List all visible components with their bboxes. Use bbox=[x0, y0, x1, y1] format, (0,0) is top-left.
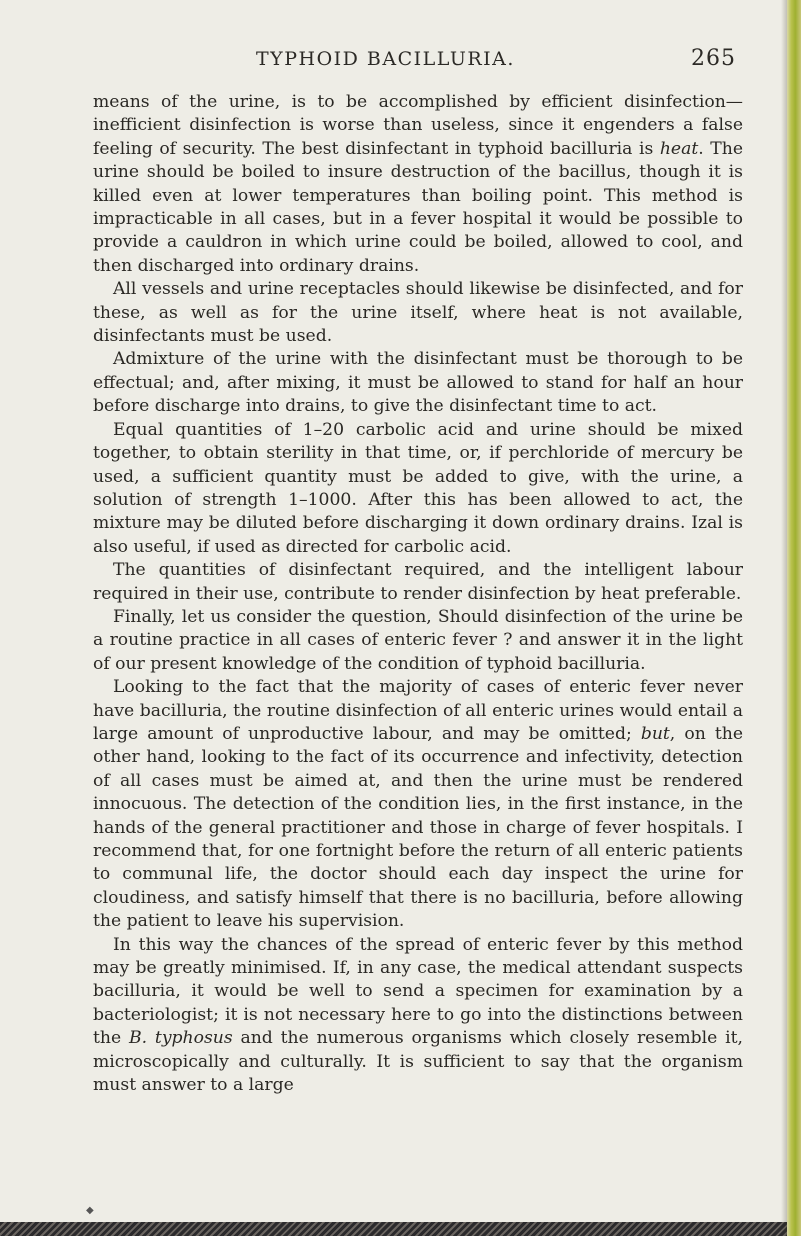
page-number: 265 bbox=[691, 46, 736, 71]
text-segment: , on the other hand, looking to the fact of its occurrence and infectivity, detection of all cases must be aimed at, and then the urine must be rendered innocuous. The detection of the condition lies, in the first instance, in the hands of the general practitioner and those in charge of fever hospitals. I recommend that, for one fortnight before the return of all enteric patients to communal life, the doctor should each day inspect the urine for cloudiness, and satisfy himself that there is no bacilluria, before allowing the patient to leave his supervision. bbox=[93, 723, 743, 932]
paragraph bbox=[93, 348, 743, 418]
text-segment: Admixture of the urine with the disinfectant must be thorough to be effectual; and, after mixing, it must be allowed to stand for half an hour before discharge into drains, to give the disinfectant time to act. bbox=[93, 349, 743, 417]
paragraph bbox=[93, 934, 743, 1098]
text-segment: Finally, let us consider the question, Should disinfection of the urine be a routine practice in all cases of enteric fever ? and answer it in the light of our present knowledge of the condition of typhoid bacilluria. bbox=[93, 606, 743, 674]
text-segment: . The urine should be boiled to insure destruction of the bacillus, though it is killed even at lower temperatures than boiling point. This method is impracticable in all cases, but in a fever hospital it would be possible to provide a cauldron in which urine could be boiled, allowed to cool, and then discharged into ordinary drains. bbox=[93, 138, 743, 276]
text-segment: All vessels and urine receptacles should likewise be disinfected, and for these, as well as for the urine itself, where heat is not available, disinfectants must be used. bbox=[93, 279, 743, 347]
body-text bbox=[93, 91, 743, 1097]
page-edge bbox=[787, 0, 801, 1236]
text-segment: Equal quantities of 1–20 carbolic acid and urine should be mixed together, to obtain sterility in that time, or, if perchloride of mercury be used, a sufficient quantity must be added to give, with the urine, a solution of strength 1–1000. After this has been allowed to act, the mixture may be diluted before discharging it down ordinary drains. Izal is also useful, if used as directed for carbolic acid. bbox=[93, 419, 743, 557]
paragraph bbox=[93, 91, 743, 278]
paragraph bbox=[93, 419, 743, 559]
text-segment: The quantities of disinfectant required, and the intelligent labour required in their use, contribute to render disinfection by heat preferable. bbox=[93, 560, 743, 604]
paragraph bbox=[93, 676, 743, 933]
text-segment: means of the urine, is to be accomplished by efficient disinfection—inefficient disinfection is worse than useless, since it engenders a false feeling of security. The best disinfectant in typhoid bacilluria is bbox=[93, 92, 743, 159]
page-edge-shadow bbox=[781, 0, 787, 1236]
text-segment: Looking to the fact that the majority of cases of enteric fever never have bacilluria, the routine disinfection of all enteric urines would entail a large amount of unproductive labour, and may be omitted; bbox=[93, 677, 743, 744]
bullet-mark: ◆ bbox=[86, 1205, 94, 1216]
paragraph bbox=[93, 606, 743, 676]
text-segment: and the numerous organisms which closely resemble it, microscopically and culturally. It is sufficient to say that the organism must answer to a large bbox=[93, 1028, 743, 1096]
text-segment: In this way the chances of the spread of enteric fever by this method may be greatly minimised. If, in any case, the medical attendant suspects bacilluria, it would be well to send a specimen for examination by a bacteriologist; it is not necessary here to go into the distinctions between the bbox=[93, 934, 743, 1049]
paragraph bbox=[93, 559, 743, 606]
running-title: TYPHOID BACILLURIA. bbox=[256, 48, 515, 70]
italic-text: but bbox=[640, 723, 670, 744]
italic-text: B. typhosus bbox=[128, 1028, 233, 1049]
running-head bbox=[96, 48, 736, 84]
bottom-scan-strip bbox=[0, 1222, 790, 1236]
paragraph bbox=[93, 278, 743, 348]
italic-text: heat bbox=[659, 138, 699, 159]
